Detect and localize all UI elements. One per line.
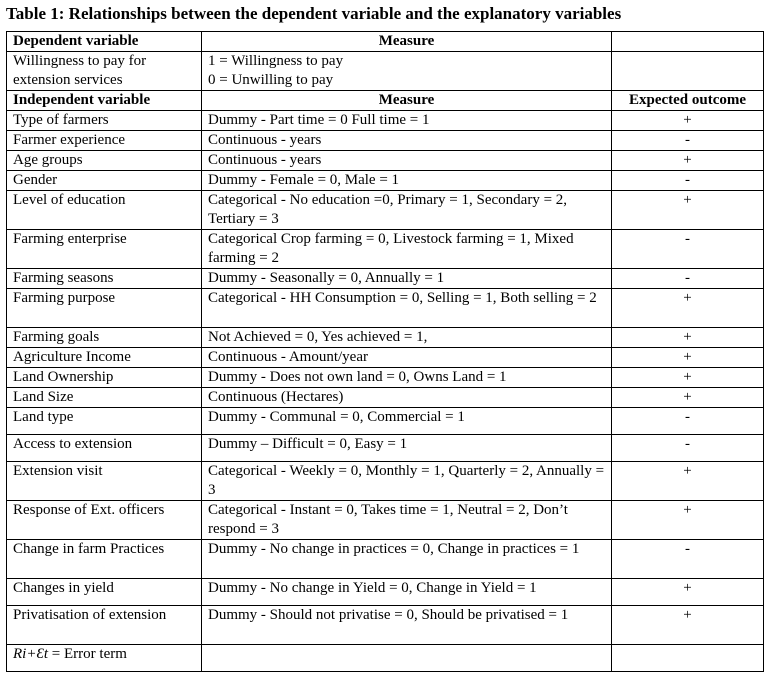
variable-cell: Gender <box>7 171 202 191</box>
dependent-variable-cell <box>7 52 202 91</box>
dependent-measure-line2: 0 = Unwilling to pay <box>208 72 334 88</box>
error-term-symbol: Ri+Ɛt <box>13 646 49 662</box>
variable-cell: Land Size <box>7 388 202 408</box>
expected-outcome-cell: + <box>612 501 764 540</box>
variable-cell: Extension visit <box>7 462 202 501</box>
expected-outcome-cell: + <box>612 111 764 131</box>
table-row <box>7 501 764 540</box>
table-row <box>7 171 764 191</box>
empty-cell <box>612 645 764 672</box>
expected-outcome-cell: + <box>612 579 764 606</box>
variable-cell: Farming enterprise <box>7 230 202 269</box>
table-row <box>7 230 764 269</box>
measure-cell: Dummy - Part time = 0 Full time = 1 <box>202 111 612 131</box>
measure-cell: Dummy - Communal = 0, Commercial = 1 <box>202 408 612 435</box>
variable-cell: Farming seasons <box>7 269 202 289</box>
table-row <box>7 289 764 328</box>
expected-outcome-cell: + <box>612 462 764 501</box>
expected-outcome-cell: + <box>612 368 764 388</box>
measure-cell: Categorical - No education =0, Primary = 1, Secondary = 2, Tertiary = 3 <box>202 191 612 230</box>
table-row <box>7 540 764 579</box>
independent-header-row <box>7 91 764 111</box>
empty-cell <box>612 52 764 91</box>
table-row <box>7 435 764 462</box>
variable-cell: Land type <box>7 408 202 435</box>
expected-outcome-header: Expected outcome <box>612 91 764 111</box>
table-row <box>7 606 764 645</box>
expected-outcome-cell: + <box>612 348 764 368</box>
empty-cell <box>612 32 764 52</box>
table-row <box>7 151 764 171</box>
measure-cell: Dummy - Does not own land = 0, Owns Land = 1 <box>202 368 612 388</box>
variable-cell: Access to extension <box>7 435 202 462</box>
table-caption: Table 1: Relationships between the dependent variable and the explanatory variables <box>6 4 622 23</box>
variable-cell: Level of education <box>7 191 202 230</box>
measure-cell: Dummy - No change in practices = 0, Change in practices = 1 <box>202 540 612 579</box>
expected-outcome-cell: - <box>612 131 764 151</box>
measure-cell: Categorical Crop farming = 0, Livestock farming = 1, Mixed farming = 2 <box>202 230 612 269</box>
error-term-cell <box>7 645 202 672</box>
table-row <box>7 348 764 368</box>
variable-cell: Farming goals <box>7 328 202 348</box>
dependent-variable-header: Dependent variable <box>7 32 202 52</box>
dependent-measure-header: Measure <box>202 32 612 52</box>
table-row <box>7 269 764 289</box>
table-row <box>7 408 764 435</box>
expected-outcome-cell: - <box>612 540 764 579</box>
measure-cell: Continuous - years <box>202 131 612 151</box>
table-row <box>7 579 764 606</box>
measure-cell: Categorical - Instant = 0, Takes time = 1, Neutral = 2, Don’t respond = 3 <box>202 501 612 540</box>
variable-cell: Response of Ext. officers <box>7 501 202 540</box>
expected-outcome-cell: - <box>612 408 764 435</box>
expected-outcome-cell: + <box>612 328 764 348</box>
dependent-measure-line1: 1 = Willingness to pay <box>208 53 344 69</box>
empty-cell <box>202 645 612 672</box>
dependent-row <box>7 52 764 91</box>
expected-outcome-cell: - <box>612 269 764 289</box>
measure-cell: Continuous - years <box>202 151 612 171</box>
independent-measure-header: Measure <box>202 91 612 111</box>
table-row <box>7 191 764 230</box>
table-row <box>7 462 764 501</box>
variables-table <box>6 31 764 672</box>
dependent-measure-cell <box>202 52 612 91</box>
dependent-header-row <box>7 32 764 52</box>
variable-cell: Farmer experience <box>7 131 202 151</box>
expected-outcome-cell: + <box>612 289 764 328</box>
expected-outcome-cell: + <box>612 191 764 230</box>
table-row <box>7 388 764 408</box>
table-row <box>7 328 764 348</box>
measure-cell: Dummy - No change in Yield = 0, Change in Yield = 1 <box>202 579 612 606</box>
dependent-variable-line2: extension services <box>13 72 123 88</box>
variable-cell: Farming purpose <box>7 289 202 328</box>
expected-outcome-cell: - <box>612 435 764 462</box>
expected-outcome-cell: + <box>612 606 764 645</box>
measure-cell: Categorical - Weekly = 0, Monthly = 1, Quarterly = 2, Annually = 3 <box>202 462 612 501</box>
expected-outcome-cell: + <box>612 151 764 171</box>
expected-outcome-cell: - <box>612 230 764 269</box>
table-row <box>7 368 764 388</box>
measure-cell: Continuous - Amount/year <box>202 348 612 368</box>
variable-cell: Changes in yield <box>7 579 202 606</box>
dependent-variable-line1: Willingness to pay for <box>13 53 147 69</box>
variable-cell: Land Ownership <box>7 368 202 388</box>
measure-cell: Dummy - Should not privatise = 0, Should be privatised = 1 <box>202 606 612 645</box>
table-row <box>7 131 764 151</box>
measure-cell: Dummy - Female = 0, Male = 1 <box>202 171 612 191</box>
variable-cell: Age groups <box>7 151 202 171</box>
expected-outcome-cell: + <box>612 388 764 408</box>
expected-outcome-cell: - <box>612 171 764 191</box>
error-term-row <box>7 645 764 672</box>
error-term-label: = Error term <box>48 646 127 662</box>
table-row <box>7 111 764 131</box>
table-body <box>7 32 764 672</box>
variable-cell: Privatisation of extension <box>7 606 202 645</box>
variable-cell: Agriculture Income <box>7 348 202 368</box>
measure-cell: Categorical - HH Consumption = 0, Selling = 1, Both selling = 2 <box>202 289 612 328</box>
measure-cell: Dummy – Difficult = 0, Easy = 1 <box>202 435 612 462</box>
variable-cell: Type of farmers <box>7 111 202 131</box>
measure-cell: Continuous (Hectares) <box>202 388 612 408</box>
measure-cell: Dummy - Seasonally = 0, Annually = 1 <box>202 269 612 289</box>
measure-cell: Not Achieved = 0, Yes achieved = 1, <box>202 328 612 348</box>
variable-cell: Change in farm Practices <box>7 540 202 579</box>
independent-variable-header: Independent variable <box>7 91 202 111</box>
